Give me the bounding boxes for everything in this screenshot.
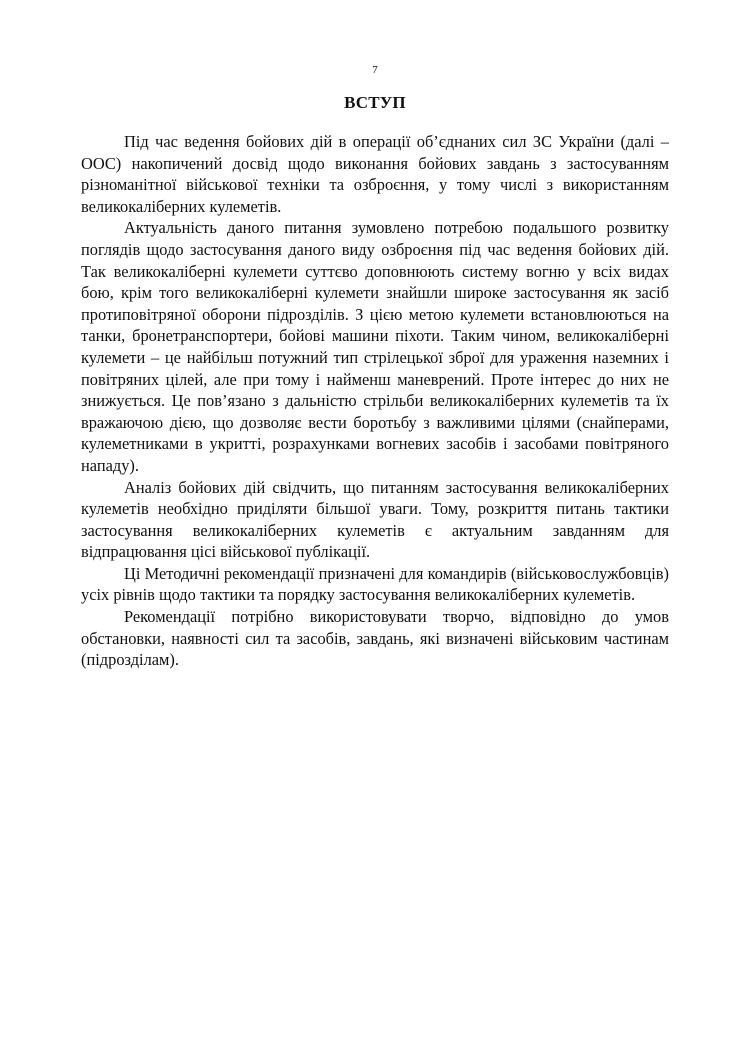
paragraph: Аналіз бойових дій свідчить, що питанням застосування великокаліберних кулеметів необхідно приділяти більшої уваги. Тому, розкриття питань тактики застосування великокаліберних кулеметів є актуальним завданням для відпрацювання цісі військової публікації.	[81, 477, 669, 562]
section-heading: ВСТУП	[344, 93, 406, 112]
page-number: 7	[372, 64, 378, 76]
paragraph: Під час ведення бойових дій в операції об’єднаних сил ЗС України (далі – ООС) накопичений досвід щодо виконання бойових завдань з застосуванням різноманітної військової техніки та озброєння, у тому числі з використанням великокаліберних кулеметів.	[81, 132, 669, 216]
paragraph: Ці Методичні рекомендації призначені для командирів (військовослужбовців) усіх рівнів щодо тактики та порядку застосування великокаліберних кулеметів.	[81, 563, 669, 605]
paragraph: Актуальність даного питання зумовлено потребою подальшого розвитку поглядів щодо застосування даного виду озброєння під час ведення бойових дій. Так великокаліберні кулемети суттєво доповнюють систему вогню у всіх видах бою, крім того великокаліберні кулемети знайшли широке застосування як засіб протиповітряної оборони підрозділів. З цією метою кулемети встановлюються на танки, бронетранспортери, бойові машини піхоти. Таким чином, великокаліберні кулемети – це найбільш потужний тип стрілецької зброї для ураження наземних і повітряних цілей, але при тому і найменш маневрений. Проте інтерес до них не знижується. Це пов’язано з дальністю стрільби великокаліберних кулеметів та їх вражаючою дією, що дозволяє вести боротьбу з важливими цілями (снайперами, кулеметниками в укритті, розрахунками вогневих засобів і засобами повітряного нападу).	[81, 218, 669, 475]
body-text	[81, 131, 669, 671]
paragraph: Рекомендації потрібно використовувати творчо, відповідно до умов обстановки, наявності сил та засобів, завдань, які визначені військовим частинам (підрозділам).	[81, 607, 669, 670]
